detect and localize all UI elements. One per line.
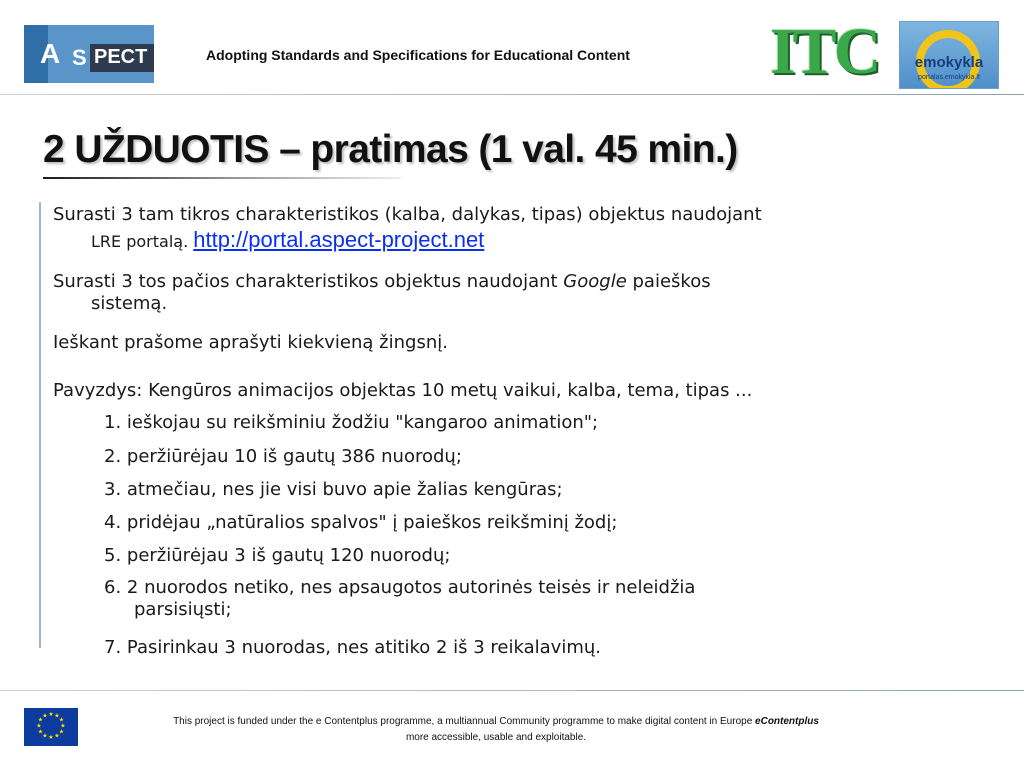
step-6 xyxy=(104,577,695,621)
task-3: Ieškant prašome aprašyti kiekvieną žingsnį. xyxy=(53,332,448,353)
task-2-google: Google xyxy=(563,271,627,292)
left-rule xyxy=(39,202,41,648)
svg-text:★: ★ xyxy=(48,711,54,718)
task-2 xyxy=(53,271,711,315)
task-1 xyxy=(53,204,762,253)
eu-flag-icon xyxy=(24,708,78,746)
footer-line2: more accessible, usable and exploitable. xyxy=(405,732,587,743)
task-1-line1: Surasti 3 tam tikros charakteristikos (kalba, dalykas, tipas) objektus naudojant xyxy=(53,204,762,225)
task-1-line2: LRE portalą. xyxy=(91,232,194,251)
task-2-pre: Surasti 3 tos pačios charakteristikos objektus naudojant xyxy=(53,271,564,292)
svg-text:★: ★ xyxy=(42,712,48,720)
step-4: 4. pridėjau „natūralios spalvos" į paieškos reikšminį žodį; xyxy=(104,512,618,533)
step-7: 7. Pasirinkau 3 nuorodas, nes atitiko 2 iš 3 reikalavimų. xyxy=(104,637,601,658)
title-underline xyxy=(43,177,401,179)
svg-text:★: ★ xyxy=(54,712,60,720)
svg-text:★: ★ xyxy=(60,722,66,730)
svg-text:★: ★ xyxy=(58,728,65,736)
header-title: Adopting Standards and Specifications for Educational Content xyxy=(206,47,630,63)
header-divider xyxy=(0,94,1024,95)
step-2: 2. peržiūrėjau 10 iš gautų 386 nuorodų; xyxy=(104,446,462,467)
itc-logo: ITC xyxy=(770,15,879,88)
svg-text:★: ★ xyxy=(54,732,60,740)
svg-text:★: ★ xyxy=(42,732,48,740)
step-1: 1. ieškojau su reikšminiu žodžiu "kangaroo animation"; xyxy=(104,412,599,433)
emokykla-logo: emokykla portalas.emokykla.lt xyxy=(899,21,999,89)
svg-text:★: ★ xyxy=(58,716,65,724)
footer-line1: This project is funded under the e Contentplus programme, a multiannual Community programme to make digital content in Europe xyxy=(173,716,756,727)
slide-title: 2 UŽDUOTIS – pratimas (1 val. 45 min.) xyxy=(43,128,738,171)
portal-link[interactable]: http://portal.aspect-project.net xyxy=(193,227,485,252)
svg-text:★: ★ xyxy=(48,734,54,741)
svg-text:★: ★ xyxy=(37,716,44,724)
step-6-line1: 6. 2 nuorodos netiko, nes apsaugotos autorinės teisės ir neleidžia xyxy=(104,577,696,598)
task-2-line2: sistemą. xyxy=(91,293,168,314)
svg-text:★: ★ xyxy=(36,722,42,730)
step-5: 5. peržiūrėjau 3 iš gautų 120 nuorodų; xyxy=(104,545,451,566)
footer-brand: eContentplus xyxy=(755,716,819,727)
aspect-logo: A S PECT xyxy=(24,25,154,83)
svg-text:★: ★ xyxy=(37,728,44,736)
example-intro: Pavyzdys: Kengūros animacijos objektas 10 metų vaikui, kalba, tema, tipas ... xyxy=(53,380,753,401)
step-3: 3. atmečiau, nes jie visi buvo apie žalias kengūras; xyxy=(104,479,563,500)
footer-text xyxy=(96,714,896,746)
step-6-line2: parsisiųsti; xyxy=(134,599,232,620)
footer-divider xyxy=(0,690,1024,691)
task-2-post: paieškos xyxy=(626,271,711,292)
